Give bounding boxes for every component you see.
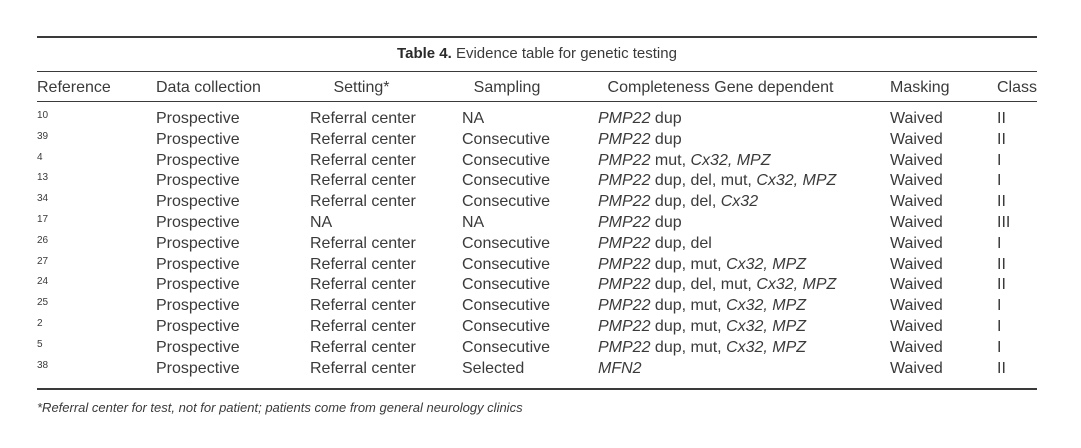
table-row (0, 171, 1081, 192)
table-top-rule (37, 36, 1037, 38)
masking-cell: Waived (890, 234, 943, 252)
gene-name: Cx32, MPZ (726, 297, 807, 315)
setting-cell: Referral center (310, 130, 416, 148)
sampling-cell: Consecutive (462, 130, 551, 148)
masking-cell: Waived (890, 276, 943, 294)
data-collection-cell: Prospective (156, 172, 240, 190)
masking-cell: Waived (890, 338, 943, 356)
class-cell: I (997, 234, 1002, 252)
masking-cell: Waived (890, 130, 943, 148)
completeness-cell (598, 151, 771, 172)
class-cell: III (997, 213, 1011, 231)
reference-cell: 4 (37, 151, 43, 163)
sampling-cell: Consecutive (462, 338, 551, 356)
table-row (0, 234, 1081, 255)
masking-cell: Waived (890, 297, 943, 315)
class-cell: II (997, 130, 1006, 148)
class-cell: I (997, 317, 1002, 335)
table-row (0, 192, 1081, 213)
gene-text: dup, mut, (650, 297, 727, 315)
gene-text: dup (650, 110, 682, 127)
table-bottom-rule (37, 388, 1037, 390)
gene-name: PMP22 (598, 276, 651, 294)
table-row (0, 255, 1081, 276)
sampling-cell: Consecutive (462, 234, 551, 252)
reference-cell: 24 (37, 276, 49, 288)
sampling-cell: Consecutive (462, 172, 551, 190)
gene-name: Cx32, MPZ (726, 338, 807, 356)
setting-cell: Referral center (310, 255, 416, 273)
masking-cell: Waived (890, 359, 943, 377)
class-cell: II (997, 276, 1006, 294)
data-collection-cell: Prospective (156, 297, 240, 315)
data-collection-cell: Prospective (156, 193, 240, 211)
masking-cell: Waived (890, 317, 943, 335)
sampling-cell: NA (462, 110, 485, 127)
header-masking: Masking (890, 79, 950, 96)
gene-name: PMP22 (598, 297, 651, 315)
completeness-cell (598, 317, 806, 338)
masking-cell: Waived (890, 172, 943, 190)
table-header (0, 77, 1081, 99)
data-collection-cell: Prospective (156, 234, 240, 252)
table-row (0, 338, 1081, 359)
completeness-cell (598, 213, 682, 234)
table-row (0, 275, 1081, 296)
reference-cell: 2 (37, 317, 43, 329)
gene-name: PMP22 (598, 213, 651, 231)
table-caption (37, 44, 1037, 64)
gene-text: dup, del (650, 234, 712, 252)
data-collection-cell: Prospective (156, 130, 240, 148)
gene-name: Cx32, MPZ (726, 317, 807, 335)
completeness-cell (598, 255, 806, 276)
sampling-cell: Consecutive (462, 276, 551, 294)
setting-cell: Referral center (310, 110, 416, 127)
gene-name: PMP22 (598, 193, 651, 211)
data-collection-cell: Prospective (156, 110, 240, 127)
data-collection-cell: Prospective (156, 213, 240, 231)
completeness-cell (598, 296, 806, 317)
header-setting: Setting* (333, 79, 390, 96)
class-cell: II (997, 255, 1006, 273)
gene-name: PMP22 (598, 130, 651, 148)
gene-name: PMP22 (598, 151, 651, 169)
reference-cell: 17 (37, 213, 49, 225)
gene-text: dup, del, (650, 193, 721, 211)
completeness-cell (598, 109, 682, 130)
header-reference: Reference (37, 79, 111, 96)
reference-cell: 34 (37, 193, 49, 205)
masking-cell: Waived (890, 110, 943, 127)
data-collection-cell: Prospective (156, 317, 240, 335)
table-row (0, 109, 1081, 130)
reference-cell: 25 (37, 297, 49, 309)
reference-cell: 38 (37, 359, 49, 371)
gene-name: MFN2 (598, 359, 642, 377)
gene-name: PMP22 (598, 234, 651, 252)
completeness-cell (598, 192, 758, 213)
sampling-cell: Consecutive (462, 151, 551, 169)
gene-text: dup, mut, (650, 317, 727, 335)
gene-name: PMP22 (598, 110, 651, 127)
gene-text: mut, (650, 151, 691, 169)
masking-cell: Waived (890, 151, 943, 169)
masking-cell: Waived (890, 213, 943, 231)
sampling-cell: Selected (462, 359, 525, 377)
gene-name: PMP22 (598, 317, 651, 335)
setting-cell: Referral center (310, 234, 416, 252)
class-cell: II (997, 110, 1006, 127)
gene-name: PMP22 (598, 338, 651, 356)
setting-cell: Referral center (310, 172, 416, 190)
completeness-cell (598, 275, 836, 296)
gene-name: Cx32, MPZ (756, 276, 837, 294)
gene-name: Cx32, MPZ (726, 255, 807, 273)
data-collection-cell: Prospective (156, 359, 240, 377)
table-row (0, 130, 1081, 151)
gene-text: dup, del, mut, (650, 276, 757, 294)
gene-name: Cx32 (720, 193, 759, 211)
header-sampling: Sampling (473, 79, 541, 96)
header-top-rule (37, 71, 1037, 72)
sampling-cell: Consecutive (462, 317, 551, 335)
data-collection-cell: Prospective (156, 151, 240, 169)
class-cell: II (997, 193, 1006, 211)
reference-cell: 39 (37, 130, 49, 142)
table-row (0, 151, 1081, 172)
completeness-cell (598, 338, 806, 359)
completeness-cell (598, 130, 682, 151)
gene-name: Cx32, MPZ (756, 172, 837, 190)
reference-cell: 26 (37, 234, 49, 246)
table-body (0, 109, 1081, 379)
table-number: Table 4. (397, 45, 452, 62)
reference-cell: 5 (37, 338, 43, 350)
header-bottom-rule (37, 101, 1037, 102)
gene-name: Cx32, MPZ (690, 151, 771, 169)
setting-cell: Referral center (310, 151, 416, 169)
class-cell: I (997, 151, 1002, 169)
completeness-cell (598, 171, 836, 192)
sampling-cell: Consecutive (462, 255, 551, 273)
reference-cell: 27 (37, 255, 49, 267)
sampling-cell: NA (462, 213, 485, 231)
gene-name: PMP22 (598, 255, 651, 273)
masking-cell: Waived (890, 193, 943, 211)
reference-cell: 10 (37, 110, 49, 121)
class-cell: II (997, 359, 1006, 377)
gene-name: PMP22 (598, 172, 651, 190)
setting-cell: Referral center (310, 317, 416, 335)
table-title: Evidence table for genetic testing (451, 45, 677, 62)
class-cell: I (997, 172, 1002, 190)
completeness-cell (598, 359, 642, 380)
table-row (0, 359, 1081, 380)
setting-cell: Referral center (310, 338, 416, 356)
sampling-cell: Consecutive (462, 193, 551, 211)
table-footnote: *Referral center for test, not for patient; patients come from general neurology clinics (37, 400, 523, 415)
table-row (0, 317, 1081, 338)
gene-text: dup, mut, (650, 255, 727, 273)
setting-cell: Referral center (310, 297, 416, 315)
header-completeness: Completeness Gene dependent (607, 79, 834, 96)
sampling-cell: Consecutive (462, 297, 551, 315)
setting-cell: NA (310, 213, 333, 231)
gene-text: dup, mut, (650, 338, 727, 356)
setting-cell: Referral center (310, 193, 416, 211)
class-cell: I (997, 338, 1002, 356)
gene-text: dup (650, 213, 682, 231)
data-collection-cell: Prospective (156, 276, 240, 294)
setting-cell: Referral center (310, 359, 416, 377)
completeness-cell (598, 234, 712, 255)
setting-cell: Referral center (310, 276, 416, 294)
gene-text: dup (650, 130, 682, 148)
data-collection-cell: Prospective (156, 255, 240, 273)
reference-cell: 13 (37, 172, 49, 184)
class-cell: I (997, 297, 1002, 315)
masking-cell: Waived (890, 255, 943, 273)
header-data-collection: Data collection (156, 79, 261, 96)
gene-text: dup, del, mut, (650, 172, 757, 190)
data-collection-cell: Prospective (156, 338, 240, 356)
table-row (0, 213, 1081, 234)
header-class: Class (997, 79, 1038, 96)
table-row (0, 296, 1081, 317)
